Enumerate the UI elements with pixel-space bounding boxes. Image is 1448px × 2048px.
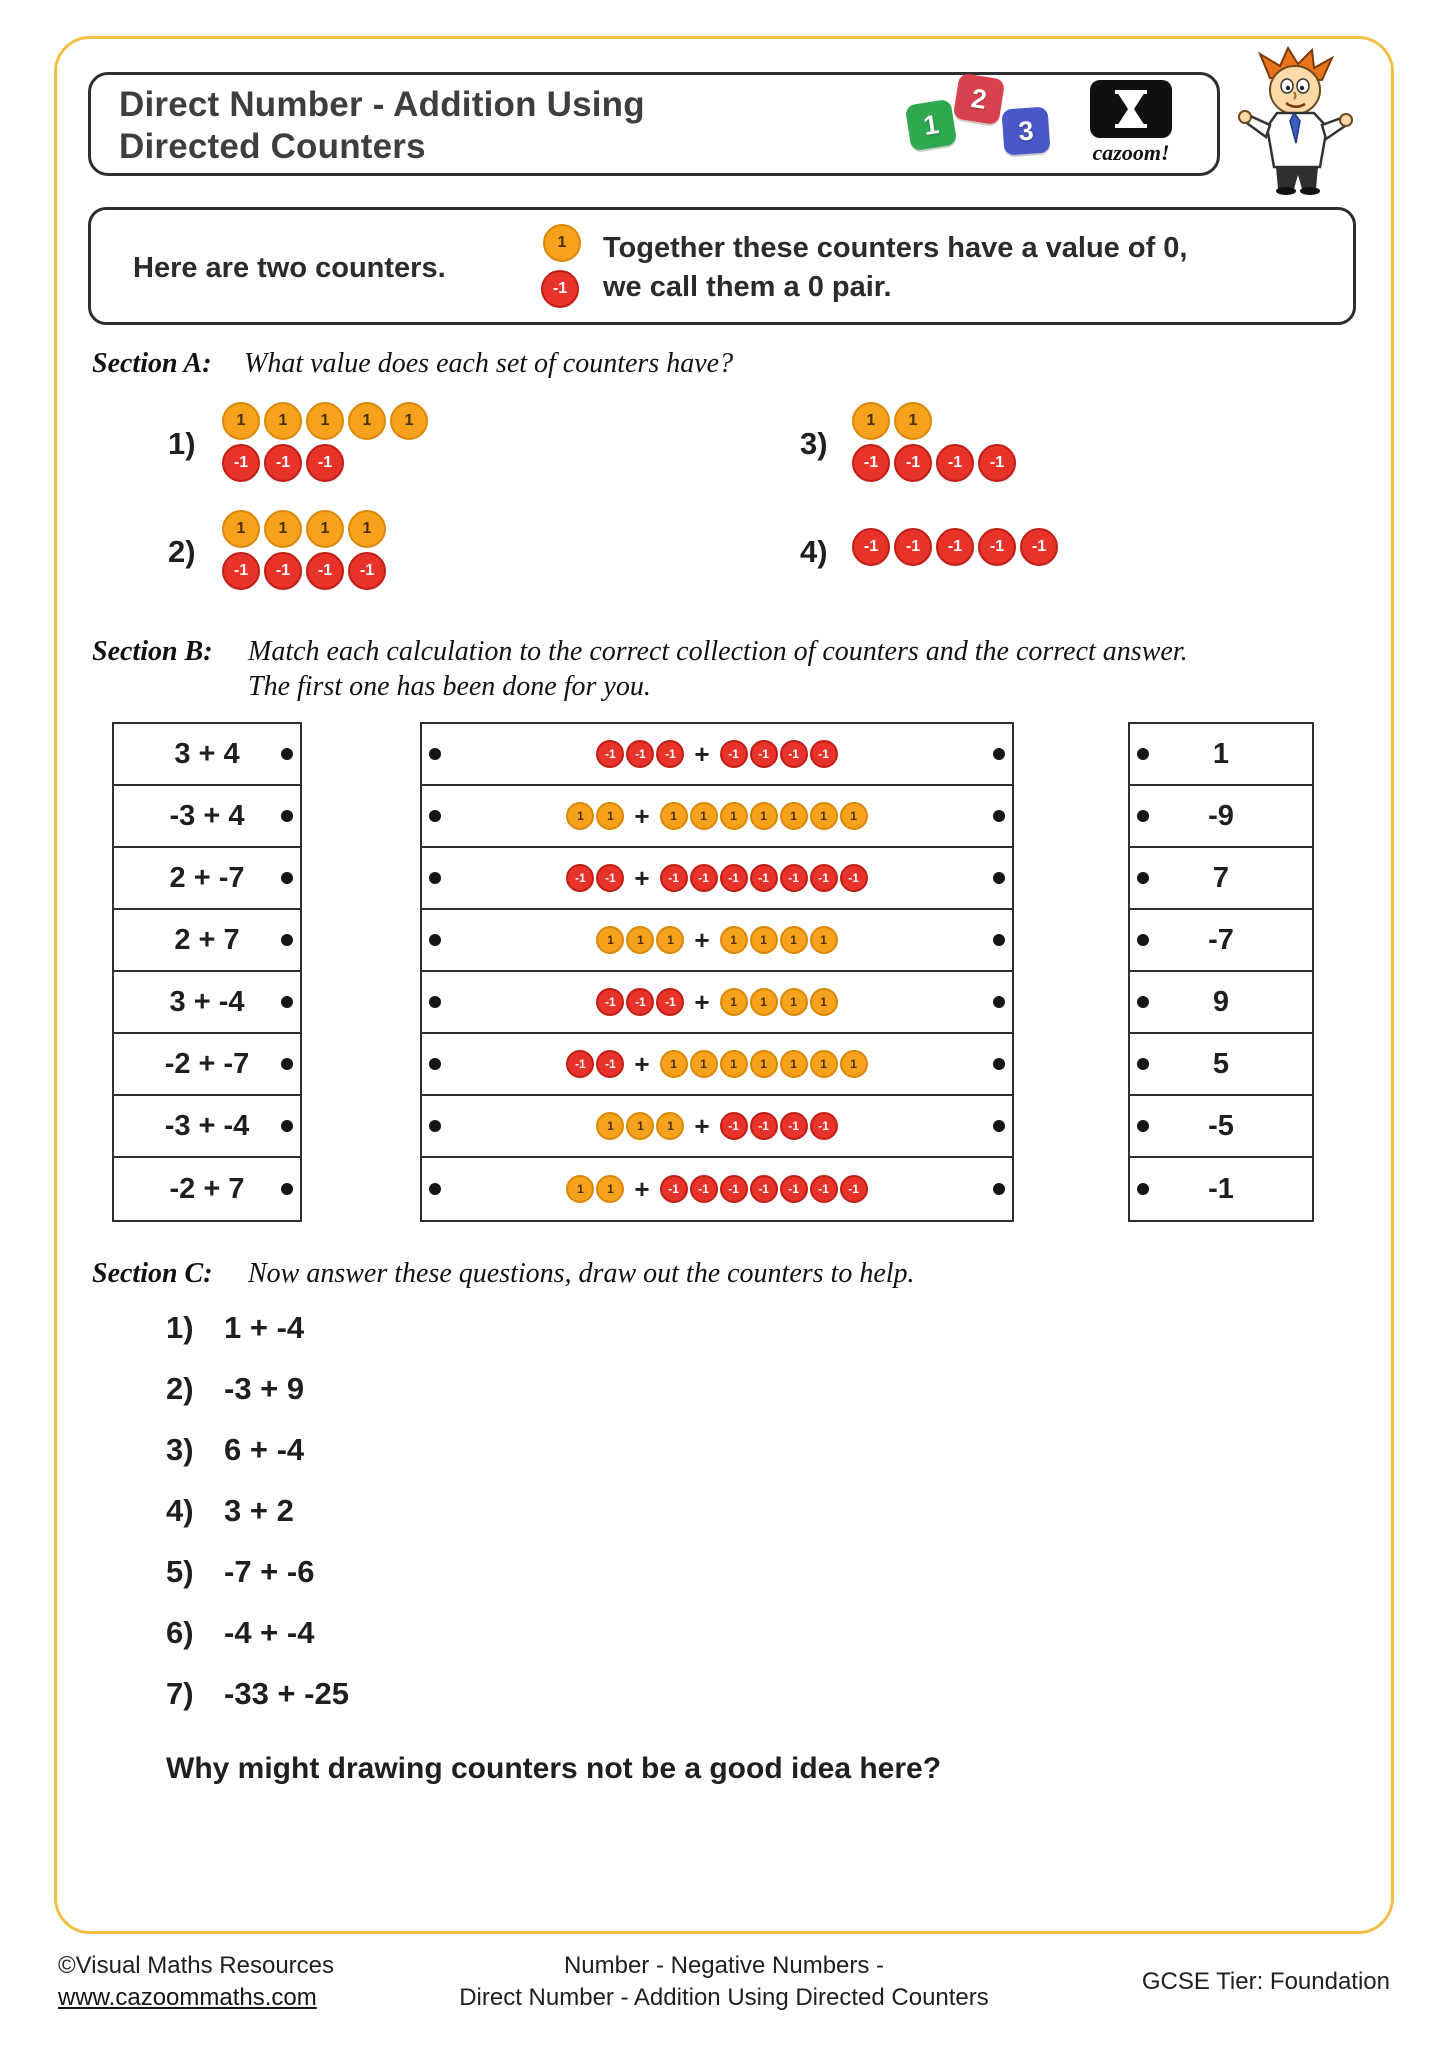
positive-counter: 1 bbox=[750, 988, 778, 1016]
section-b-prompt-line1: Match each calculation to the correct collection of counters and the correct answer. bbox=[248, 636, 1188, 667]
positive-counter: 1 bbox=[264, 510, 302, 548]
connector-dot[interactable] bbox=[993, 748, 1005, 760]
counter-group bbox=[566, 864, 624, 892]
answer-cell[interactable] bbox=[1130, 1034, 1312, 1096]
calculation-cell[interactable] bbox=[114, 910, 300, 972]
answer-label: 9 bbox=[1212, 985, 1230, 1018]
negative-counter: -1 bbox=[750, 1112, 778, 1140]
positive-counter: 1 bbox=[306, 402, 344, 440]
connector-dot[interactable] bbox=[429, 1058, 441, 1070]
calculation-cell[interactable] bbox=[114, 1034, 300, 1096]
answer-cell[interactable] bbox=[1130, 1096, 1312, 1158]
positive-counter: 1 bbox=[720, 1050, 748, 1078]
mascot-character bbox=[1232, 46, 1362, 201]
positive-counter: 1 bbox=[840, 802, 868, 830]
section-c-heading: Section C: bbox=[92, 1258, 213, 1289]
cazoom-logo bbox=[1090, 80, 1172, 138]
answer-label: -9 bbox=[1208, 799, 1234, 832]
counter-group bbox=[596, 926, 684, 954]
calculation-label: -3 + 4 bbox=[169, 799, 245, 832]
negative-counter: -1 bbox=[690, 1175, 718, 1203]
counter-group bbox=[720, 740, 838, 768]
negative-counter: -1 bbox=[936, 528, 974, 566]
answer-cell[interactable] bbox=[1130, 1158, 1312, 1220]
negative-counter: -1 bbox=[541, 270, 579, 308]
intro-right-line1: Together these counters have a value of 0, bbox=[603, 232, 1188, 264]
section-c-prompt: Now answer these questions, draw out the counters to help. bbox=[248, 1258, 915, 1289]
counter-collection-cell[interactable] bbox=[422, 848, 1012, 910]
calculation-label: 2 + 7 bbox=[174, 923, 240, 956]
counter-row bbox=[222, 402, 428, 440]
positive-counter: 1 bbox=[656, 926, 684, 954]
positive-counter: 1 bbox=[222, 510, 260, 548]
negative-counter: -1 bbox=[348, 552, 386, 590]
counter-row bbox=[852, 444, 1016, 482]
sa-q1-label: 1) bbox=[168, 426, 196, 461]
answer-label: 1 bbox=[1212, 737, 1230, 770]
counter-row bbox=[222, 444, 428, 482]
connector-dot[interactable] bbox=[281, 1183, 293, 1195]
connector-dot[interactable] bbox=[429, 810, 441, 822]
calculation-cell[interactable] bbox=[114, 724, 300, 786]
positive-counter: 1 bbox=[306, 510, 344, 548]
connector-dot[interactable] bbox=[281, 872, 293, 884]
sa-q4-counters bbox=[852, 528, 1058, 566]
plus-sign: + bbox=[634, 1173, 650, 1204]
answer-label: -1 bbox=[1208, 1172, 1234, 1205]
intro-right-line2: we call them a 0 pair. bbox=[603, 271, 892, 303]
connector-dot[interactable] bbox=[993, 872, 1005, 884]
negative-counter: -1 bbox=[626, 988, 654, 1016]
positive-counter: 1 bbox=[656, 1112, 684, 1140]
counter-group bbox=[660, 1175, 868, 1203]
positive-counter: 1 bbox=[750, 802, 778, 830]
connector-dot[interactable] bbox=[281, 1120, 293, 1132]
negative-counter: -1 bbox=[840, 1175, 868, 1203]
negative-counter: -1 bbox=[720, 1175, 748, 1203]
connector-dot[interactable] bbox=[281, 748, 293, 760]
question-expression: -3 + 9 bbox=[224, 1371, 305, 1406]
positive-counter: 1 bbox=[596, 1112, 624, 1140]
negative-counter: -1 bbox=[1020, 528, 1058, 566]
question-row bbox=[166, 1369, 349, 1409]
calculation-label: 3 + 4 bbox=[174, 737, 240, 770]
connector-dot[interactable] bbox=[1137, 1120, 1149, 1132]
connector-dot[interactable] bbox=[429, 934, 441, 946]
positive-counter: 1 bbox=[543, 224, 581, 262]
counter-row bbox=[222, 510, 386, 548]
footer-copyright: ©Visual Maths Resources bbox=[58, 1952, 335, 1979]
counter-group bbox=[660, 802, 868, 830]
page-title-line1: Direct Number - Addition Using bbox=[119, 85, 645, 124]
calculation-label: 3 + -4 bbox=[169, 985, 245, 1018]
question-number: 2) bbox=[166, 1371, 194, 1406]
positive-counter: 1 bbox=[852, 402, 890, 440]
connector-dot[interactable] bbox=[1137, 996, 1149, 1008]
negative-counter: -1 bbox=[264, 444, 302, 482]
answer-cell[interactable] bbox=[1130, 724, 1312, 786]
positive-counter: 1 bbox=[780, 988, 808, 1016]
connector-dot[interactable] bbox=[993, 996, 1005, 1008]
question-row bbox=[166, 1430, 349, 1470]
positive-counter: 1 bbox=[660, 1050, 688, 1078]
negative-counter: -1 bbox=[720, 864, 748, 892]
negative-counter: -1 bbox=[810, 740, 838, 768]
negative-counter: -1 bbox=[720, 740, 748, 768]
connector-dot[interactable] bbox=[1137, 810, 1149, 822]
connector-dot[interactable] bbox=[1137, 934, 1149, 946]
positive-counter: 1 bbox=[596, 926, 624, 954]
positive-counter: 1 bbox=[566, 1175, 594, 1203]
connector-dot[interactable] bbox=[281, 934, 293, 946]
negative-counter: -1 bbox=[596, 864, 624, 892]
positive-counter: 1 bbox=[750, 1050, 778, 1078]
connector-dot[interactable] bbox=[1137, 872, 1149, 884]
positive-counter: 1 bbox=[690, 802, 718, 830]
answers-column bbox=[1128, 722, 1314, 1222]
negative-counter: -1 bbox=[222, 444, 260, 482]
counter-group bbox=[596, 740, 684, 768]
positive-counter: 1 bbox=[596, 802, 624, 830]
counter-collections-column bbox=[420, 722, 1014, 1222]
negative-counter: -1 bbox=[852, 528, 890, 566]
negative-counter: -1 bbox=[626, 740, 654, 768]
negative-counter: -1 bbox=[656, 988, 684, 1016]
question-expression: -7 + -6 bbox=[224, 1554, 315, 1589]
connector-dot[interactable] bbox=[429, 872, 441, 884]
question-row bbox=[166, 1491, 349, 1531]
calculation-label: -3 + -4 bbox=[164, 1109, 250, 1142]
question-expression: 6 + -4 bbox=[224, 1432, 305, 1467]
calculation-label: -2 + -7 bbox=[164, 1047, 250, 1080]
positive-counter: 1 bbox=[720, 802, 748, 830]
calculation-label: 2 + -7 bbox=[169, 861, 245, 894]
number-badge-3-icon: 3 bbox=[1001, 106, 1050, 155]
negative-counter: -1 bbox=[750, 740, 778, 768]
positive-counter: 1 bbox=[894, 402, 932, 440]
plus-sign: + bbox=[634, 862, 650, 893]
counter-group bbox=[596, 1112, 684, 1140]
answer-label: -5 bbox=[1208, 1109, 1234, 1142]
section-b-prompt-line2: The first one has been done for you. bbox=[248, 671, 651, 702]
answer-cell[interactable] bbox=[1130, 972, 1312, 1034]
counter-collection-cell[interactable] bbox=[422, 1096, 1012, 1158]
positive-counter: 1 bbox=[810, 926, 838, 954]
connector-dot[interactable] bbox=[993, 1120, 1005, 1132]
counter-row bbox=[852, 402, 1016, 440]
section-c-question-list bbox=[166, 1308, 349, 1714]
zero-pair-info-box bbox=[88, 207, 1356, 325]
connector-dot[interactable] bbox=[993, 810, 1005, 822]
negative-counter: -1 bbox=[852, 444, 890, 482]
plus-sign: + bbox=[694, 986, 710, 1017]
positive-counter: 1 bbox=[690, 1050, 718, 1078]
positive-counter: 1 bbox=[750, 926, 778, 954]
answer-label: 7 bbox=[1212, 861, 1230, 894]
counter-group bbox=[660, 1050, 868, 1078]
negative-counter: -1 bbox=[780, 1112, 808, 1140]
negative-counter: -1 bbox=[780, 1175, 808, 1203]
negative-counter: -1 bbox=[690, 864, 718, 892]
connector-dot[interactable] bbox=[429, 1120, 441, 1132]
connector-dot[interactable] bbox=[429, 748, 441, 760]
positive-counter: 1 bbox=[660, 802, 688, 830]
positive-counter: 1 bbox=[780, 1050, 808, 1078]
answer-cell[interactable] bbox=[1130, 910, 1312, 972]
positive-counter: 1 bbox=[348, 510, 386, 548]
negative-counter: -1 bbox=[978, 444, 1016, 482]
answer-label: 5 bbox=[1212, 1047, 1230, 1080]
number-badge-2-icon: 2 bbox=[953, 73, 1006, 126]
connector-dot[interactable] bbox=[281, 996, 293, 1008]
positive-counter: 1 bbox=[626, 926, 654, 954]
counter-row bbox=[222, 552, 386, 590]
section-b-heading: Section B: bbox=[92, 636, 213, 667]
question-row bbox=[166, 1613, 349, 1653]
connector-dot[interactable] bbox=[993, 1183, 1005, 1195]
question-expression: -4 + -4 bbox=[224, 1615, 315, 1650]
counter-collection-cell[interactable] bbox=[422, 786, 1012, 848]
plus-sign: + bbox=[634, 1048, 650, 1079]
calculation-cell[interactable] bbox=[114, 786, 300, 848]
cazoom-logo-text: cazoom! bbox=[1092, 140, 1170, 165]
counter-group bbox=[566, 802, 624, 830]
answer-cell[interactable] bbox=[1130, 786, 1312, 848]
negative-counter: -1 bbox=[306, 552, 344, 590]
positive-counter: 1 bbox=[810, 988, 838, 1016]
connector-dot[interactable] bbox=[1137, 1058, 1149, 1070]
positive-counter: 1 bbox=[566, 802, 594, 830]
plus-sign: + bbox=[694, 924, 710, 955]
intro-left-text: Here are two counters. bbox=[133, 252, 446, 284]
negative-counter: -1 bbox=[750, 864, 778, 892]
negative-counter: -1 bbox=[566, 1050, 594, 1078]
answer-cell[interactable] bbox=[1130, 848, 1312, 910]
plus-sign: + bbox=[634, 800, 650, 831]
counter-collection-cell[interactable] bbox=[422, 910, 1012, 972]
footer-topic-line1: Number - Negative Numbers - bbox=[563, 1952, 885, 1979]
calculations-column bbox=[112, 722, 302, 1222]
counter-group bbox=[720, 926, 838, 954]
negative-counter: -1 bbox=[978, 528, 1016, 566]
counter-collection-cell[interactable] bbox=[422, 972, 1012, 1034]
positive-counter: 1 bbox=[840, 1050, 868, 1078]
number-badge-1-icon: 1 bbox=[905, 99, 958, 152]
connector-dot[interactable] bbox=[281, 1058, 293, 1070]
sa-q4-label: 4) bbox=[800, 534, 828, 569]
sa-q2-counters bbox=[222, 510, 386, 590]
question-row bbox=[166, 1308, 349, 1348]
connector-dot[interactable] bbox=[1137, 748, 1149, 760]
positive-counter: 1 bbox=[720, 988, 748, 1016]
positive-counter: 1 bbox=[780, 926, 808, 954]
positive-counter: 1 bbox=[810, 1050, 838, 1078]
section-c-final-question: Why might drawing counters not be a good idea here? bbox=[166, 1752, 942, 1785]
negative-counter: -1 bbox=[306, 444, 344, 482]
counter-group bbox=[596, 988, 684, 1016]
question-expression: 1 + -4 bbox=[224, 1310, 305, 1345]
question-number: 1) bbox=[166, 1310, 194, 1345]
calculation-cell[interactable] bbox=[114, 1096, 300, 1158]
positive-counter: 1 bbox=[348, 402, 386, 440]
question-expression: -33 + -25 bbox=[224, 1676, 349, 1711]
negative-counter: -1 bbox=[660, 1175, 688, 1203]
footer-topic-line2: Direct Number - Addition Using Directed Counters bbox=[459, 1984, 989, 2011]
negative-counter: -1 bbox=[810, 1175, 838, 1203]
negative-counter: -1 bbox=[596, 1050, 624, 1078]
page-title-line2: Directed Counters bbox=[119, 127, 426, 166]
positive-counter: 1 bbox=[780, 802, 808, 830]
counter-collection-cell[interactable] bbox=[422, 1034, 1012, 1096]
positive-counter: 1 bbox=[222, 402, 260, 440]
footer-tier-label: GCSE Tier: Foundation bbox=[1141, 1968, 1390, 1995]
calculation-cell[interactable] bbox=[114, 972, 300, 1034]
negative-counter: -1 bbox=[750, 1175, 778, 1203]
section-a-heading: Section A: bbox=[92, 348, 212, 379]
counter-group bbox=[720, 1112, 838, 1140]
negative-counter: -1 bbox=[264, 552, 302, 590]
positive-counter: 1 bbox=[720, 926, 748, 954]
calculation-cell[interactable] bbox=[114, 1158, 300, 1220]
connector-dot[interactable] bbox=[429, 1183, 441, 1195]
positive-counter: 1 bbox=[626, 1112, 654, 1140]
counter-row bbox=[852, 528, 1058, 566]
negative-counter: -1 bbox=[656, 740, 684, 768]
positive-counter: 1 bbox=[810, 802, 838, 830]
negative-counter: -1 bbox=[810, 1112, 838, 1140]
hourglass-icon bbox=[1111, 90, 1151, 128]
counter-group bbox=[566, 1050, 624, 1078]
question-row bbox=[166, 1674, 349, 1714]
counter-collection-cell[interactable] bbox=[422, 1158, 1012, 1220]
sa-q1-counters bbox=[222, 402, 428, 482]
plus-sign: + bbox=[694, 1110, 710, 1141]
counter-collection-cell[interactable] bbox=[422, 724, 1012, 786]
connector-dot[interactable] bbox=[429, 996, 441, 1008]
positive-counter: 1 bbox=[264, 402, 302, 440]
title-box bbox=[88, 72, 1220, 176]
calculation-cell[interactable] bbox=[114, 848, 300, 910]
footer-website-link[interactable]: www.cazoommaths.com bbox=[58, 1984, 317, 2011]
question-expression: 3 + 2 bbox=[224, 1493, 294, 1528]
negative-counter: -1 bbox=[720, 1112, 748, 1140]
sa-q2-label: 2) bbox=[168, 534, 196, 569]
answer-label: -7 bbox=[1208, 923, 1234, 956]
positive-counter: 1 bbox=[390, 402, 428, 440]
negative-counter: -1 bbox=[566, 864, 594, 892]
connector-dot[interactable] bbox=[1137, 1183, 1149, 1195]
connector-dot[interactable] bbox=[993, 1058, 1005, 1070]
connector-dot[interactable] bbox=[993, 934, 1005, 946]
negative-counter: -1 bbox=[894, 444, 932, 482]
question-number: 4) bbox=[166, 1493, 194, 1528]
negative-counter: -1 bbox=[780, 740, 808, 768]
counter-group bbox=[566, 1175, 624, 1203]
question-row bbox=[166, 1552, 349, 1592]
section-a-prompt: What value does each set of counters have? bbox=[244, 348, 734, 379]
negative-counter: -1 bbox=[936, 444, 974, 482]
counter-group bbox=[720, 988, 838, 1016]
negative-counter: -1 bbox=[840, 864, 868, 892]
question-number: 5) bbox=[166, 1554, 194, 1589]
negative-counter: -1 bbox=[660, 864, 688, 892]
question-number: 3) bbox=[166, 1432, 194, 1467]
sa-q3-counters bbox=[852, 402, 1016, 482]
negative-counter: -1 bbox=[596, 740, 624, 768]
plus-sign: + bbox=[694, 738, 710, 769]
negative-counter: -1 bbox=[810, 864, 838, 892]
question-number: 7) bbox=[166, 1676, 194, 1711]
calculation-label: -2 + 7 bbox=[169, 1172, 245, 1205]
negative-counter: -1 bbox=[894, 528, 932, 566]
sa-q3-label: 3) bbox=[800, 426, 828, 461]
positive-counter: 1 bbox=[596, 1175, 624, 1203]
counter-group bbox=[660, 864, 868, 892]
negative-counter: -1 bbox=[222, 552, 260, 590]
negative-counter: -1 bbox=[596, 988, 624, 1016]
connector-dot[interactable] bbox=[281, 810, 293, 822]
negative-counter: -1 bbox=[780, 864, 808, 892]
question-number: 6) bbox=[166, 1615, 194, 1650]
